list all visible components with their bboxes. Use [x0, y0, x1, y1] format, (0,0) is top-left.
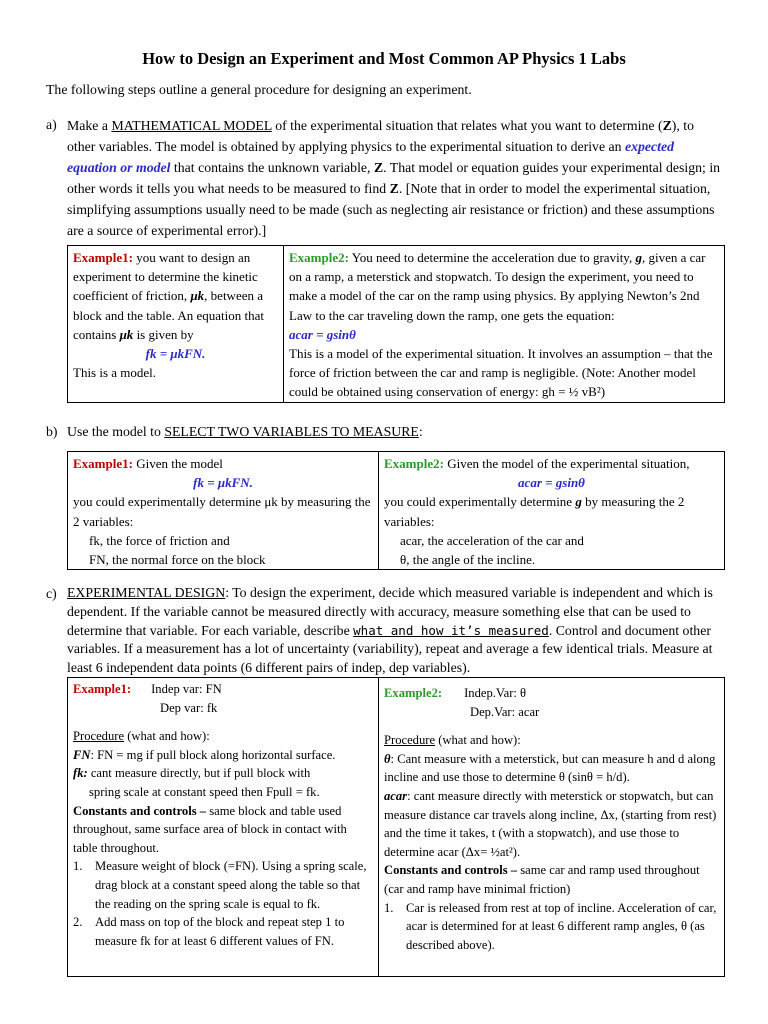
box-c-left-proc-text: (what and how):	[124, 729, 210, 744]
step-b-text-2: :	[418, 424, 423, 439]
box-b-right-var-1: acar, the acceleration of the car and	[400, 532, 584, 548]
box-b-right-equation: acar = gsinθ	[518, 475, 585, 491]
box-c-left-indep: Indep var: FN	[151, 682, 222, 696]
box-c-left-proc-heading: Procedure	[73, 729, 125, 744]
box-b-left-text-2: you could experimentally determine μk by measuring the 2 variables:	[73, 494, 371, 529]
box-b-left-var-2: FN, the normal force on the block	[89, 552, 266, 568]
box-c-left-label: Example1:	[73, 682, 132, 696]
step-c	[46, 584, 724, 678]
box-c-left-num-1: 1.	[73, 859, 83, 874]
box-c-left-fn-text: : FN = mg if pull block along horizontal surface.	[90, 747, 336, 762]
step-b-marker: b)	[46, 424, 58, 439]
box-a-right-text-2: , given a car on a ramp, a meterstick and stopwatch. To design the experiment, you need to make a model of the car on the ramp using physics. By applying Newton’s 2nd Law to the car traveling down the ramp, one gets the equation:	[289, 250, 706, 323]
box-c-left-item-2: Add mass on top of the block and repeat step 1 to measure fk for at least 6 different values of FN.	[95, 915, 345, 948]
box-a-right-label: Example2:	[289, 250, 349, 265]
step-a-underline: MATHEMATICAL MODEL	[111, 118, 272, 133]
step-b-text-1: Use the model to	[67, 424, 165, 439]
page-title: How to Design an Experiment and Most Common AP Physics 1 Labs	[142, 49, 626, 68]
step-a-text-4: that contains the unknown variable,	[170, 160, 374, 175]
step-a	[46, 115, 724, 241]
box-b-left-text-1: Given the model	[132, 456, 223, 471]
example-box-a	[67, 245, 725, 403]
box-b-right-g: g	[575, 494, 582, 510]
box-c-right-cc-label: Constants and controls –	[384, 863, 518, 878]
box-c-right-proc-heading: Procedure	[384, 733, 436, 748]
step-a-z1: Z	[662, 118, 672, 133]
box-c-right	[379, 678, 724, 976]
step-a-z3: Z	[389, 181, 399, 196]
box-b-left-equation: fk = μkFN.	[193, 475, 253, 491]
box-c-right-dep: Dep.Var: acar	[470, 704, 540, 719]
step-c-underline-1: EXPERIMENTAL DESIGN	[67, 585, 226, 600]
box-a-right-text-1: You need to determine the acceleration due to gravity,	[348, 250, 636, 265]
box-a-left-text-2: , between a block and the table. An equation that contains	[73, 288, 264, 342]
box-c-right-theta-text: : Cant measure with a meterstick, but can measure h and d along incline and use those to determine θ (sinθ = h/d).	[384, 751, 716, 785]
step-a-text-3: ), to other variables. The model is obtained by applying physics to the experimental situation to derive an	[67, 118, 694, 154]
step-c-text-2: . Control and document other variables. If a measurement has a lot of uncertainty (variability), repeat and average a few identical trials. Measure at least 6 independent data points (6 different pairs of indep, dep variables).	[67, 622, 713, 676]
step-c-underline-2: what and how it’s measured	[353, 622, 549, 638]
example-box-c	[67, 677, 725, 977]
box-c-left-dep: Dep var: fk	[160, 700, 218, 715]
example-box-b	[67, 451, 725, 570]
box-b-right-text-1: Given the model of the experimental situation,	[443, 456, 690, 471]
box-c-left-num-2: 2.	[73, 915, 83, 930]
box-a-left-text-4: This is a model.	[73, 365, 157, 381]
box-a-right	[284, 246, 724, 402]
box-c-left-fk-text: cant measure directly, but if pull block with	[87, 766, 311, 781]
box-c-right-indep: Indep.Var: θ	[464, 686, 527, 700]
box-c-right-label: Example2:	[384, 686, 443, 700]
step-a-emphasis: expected equation or model	[67, 139, 675, 175]
step-b	[46, 422, 724, 442]
box-b-left-var-1: fk, the force of friction and	[89, 532, 230, 548]
box-b-right-var-2: θ, the angle of the incline.	[400, 552, 536, 568]
box-a-left-mu: μk	[190, 288, 205, 304]
box-a-left-text-1: you want to design an experiment to determine the kinetic coefficient of friction,	[73, 250, 258, 304]
box-b-left-label: Example1:	[73, 456, 133, 471]
box-a-left-text-3: is given by	[133, 326, 194, 342]
box-b-left	[68, 452, 379, 569]
box-c-left-cc-label: Constants and controls –	[73, 803, 207, 818]
box-b-right	[379, 452, 724, 569]
box-b-right-text-2a: you could experimentally determine	[384, 494, 576, 510]
box-c-left-fk-text-2: spring scale at constant speed then Fpull = fk.	[89, 784, 320, 799]
box-c-right-proc-text: (what and how):	[435, 733, 521, 748]
step-b-underline: SELECT TWO VARIABLES TO MEASURE	[164, 424, 419, 439]
box-c-left-fk-label: fk:	[73, 766, 88, 781]
intro-paragraph: The following steps outline a general procedure for designing an experiment.	[46, 82, 472, 97]
box-c-left-item-1: Measure weight of block (=FN). Using a spring scale, drag block at a constant speed along the table so that the reading on the spring scale is equal to fk.	[95, 859, 367, 911]
step-a-marker: a)	[46, 117, 57, 132]
box-b-right-text-2b: by measuring the 2 variables:	[384, 494, 685, 529]
step-a-z2: Z	[373, 160, 384, 175]
box-a-right-text-3: This is a model of the experimental situation. It involves an assumption – that the force of friction between the car and ramp is negligible. (Note: Another model could be obtained using conservation of energy: gh = ½ vB²)	[289, 346, 713, 400]
box-a-left-mu2: μk	[119, 326, 134, 342]
box-a-left-label: Example1:	[73, 250, 133, 265]
step-a-text-2: of the experimental situation that relates what you want to determine (	[271, 118, 663, 133]
box-c-left	[68, 678, 379, 976]
box-c-right-cc-text: same car and ramp used throughout (car and ramp have minimal friction)	[384, 863, 700, 896]
box-c-left-cc-text: same block and table used throughout, same surface area of block in contact with table throughout.	[73, 803, 347, 855]
step-c-text-1: : To design the experiment, decide which measured variable is independent and which is dependent. If the variable cannot be measured directly with accuracy, measure something else that can be used to determine that variable. For each variable, describe	[67, 585, 713, 638]
step-a-text-1: Make a	[67, 118, 112, 133]
step-a-text-6: . [Note that in order to model the experimental situation, simplifying assumptions usually need to be made (such as neglecting air resistance or friction) and these assumptions are a source of experimental error).]	[67, 181, 715, 238]
step-c-marker: c)	[46, 586, 57, 601]
box-a-right-g: g	[635, 250, 642, 265]
box-c-right-a-text: : cant measure directly with meterstick or stopwatch, but can measure distance car travels along incline, Δx, (starting from rest) and the time it takes, t (with a stopwatch), and use those to determine acar (Δx= ½at²).	[384, 788, 717, 859]
box-c-right-a-label: acar	[384, 788, 408, 803]
box-a-left	[68, 246, 284, 402]
step-a-text-5: . That model or equation guides your experimental design; in other words it tells you what needs to be measured to find	[67, 160, 721, 196]
box-b-right-label: Example2:	[384, 456, 444, 471]
box-a-left-equation: fk = μkFN.	[145, 346, 206, 362]
box-c-left-fn-label: FN	[73, 747, 91, 762]
box-a-right-equation: acar = gsinθ	[289, 326, 356, 342]
box-c-right-theta-label: θ	[384, 751, 391, 766]
box-c-right-num-1: 1.	[384, 900, 394, 915]
box-c-right-item-1: Car is released from rest at top of incline. Acceleration of car, acar is determined for at least 6 different ramp angles, θ (as described above).	[406, 900, 717, 952]
